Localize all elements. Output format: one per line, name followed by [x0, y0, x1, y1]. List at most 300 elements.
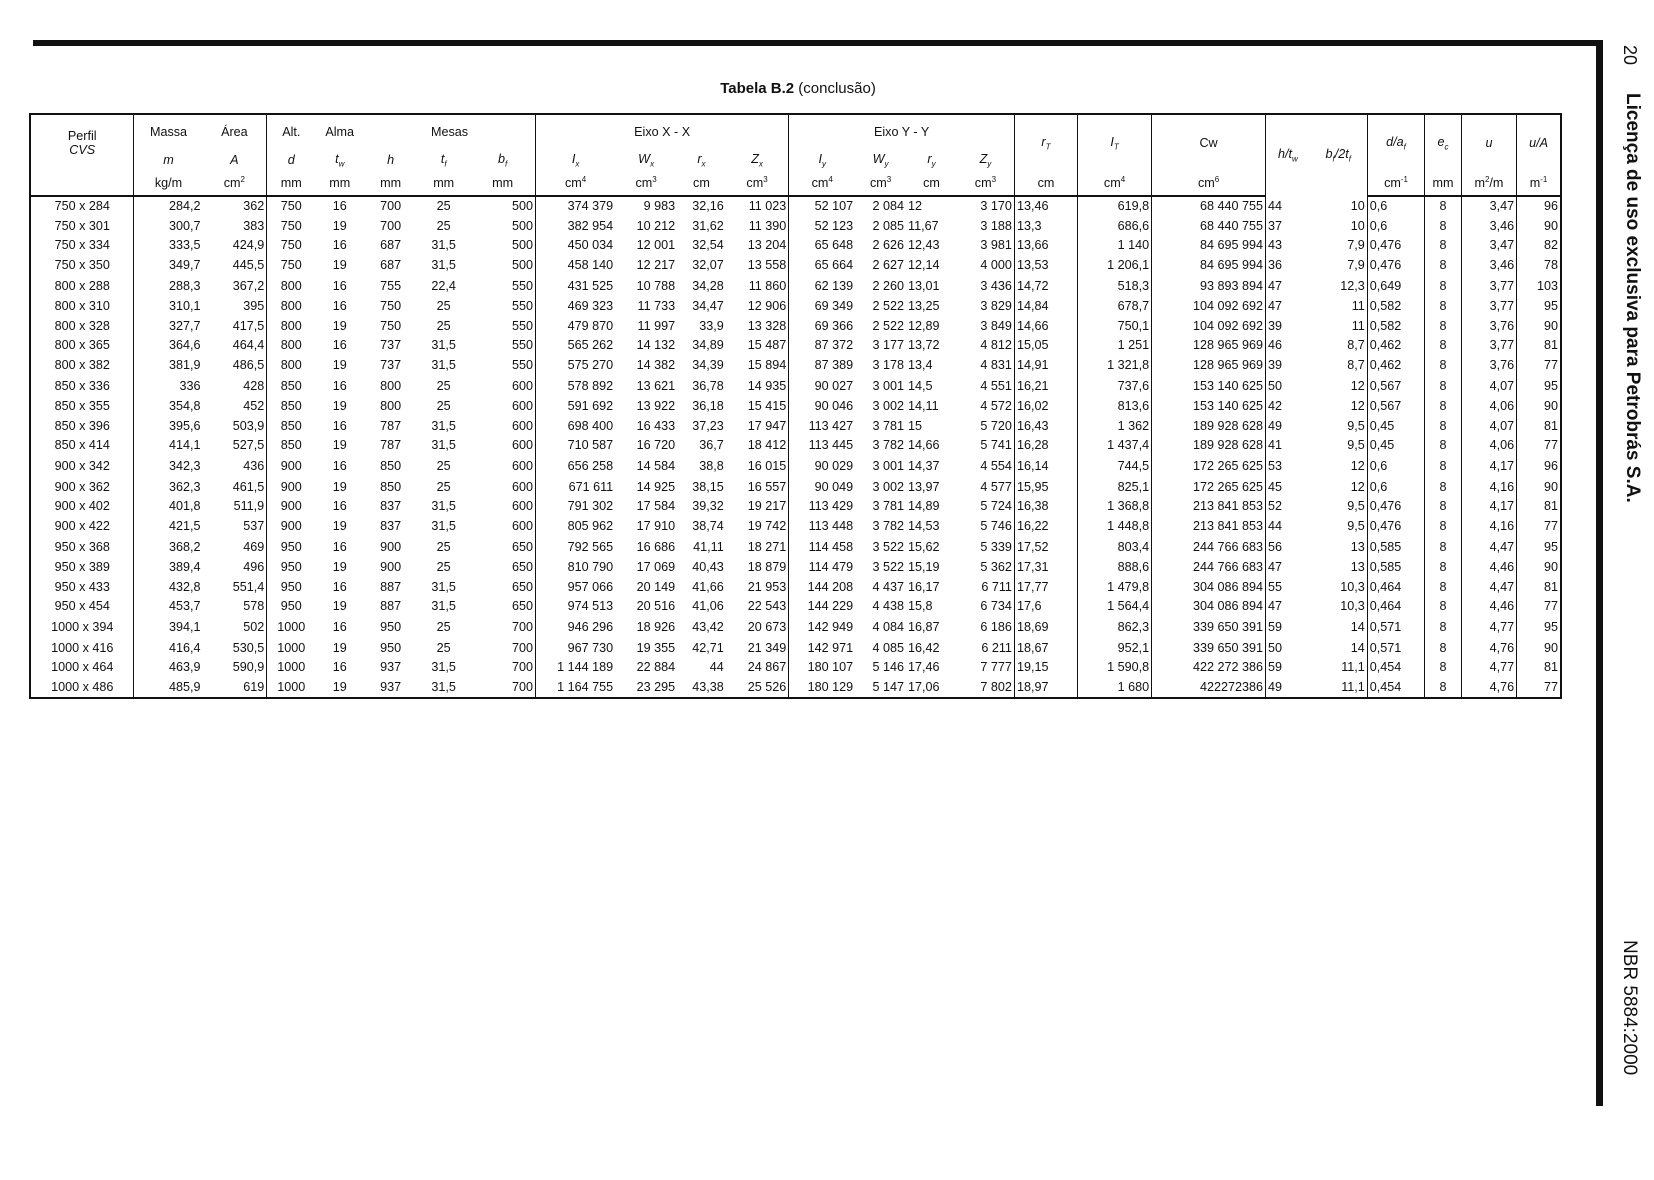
table-cell: 82 [1517, 236, 1561, 256]
table-cell: 2 522 [872, 318, 905, 333]
table-cell: 2 627 [872, 257, 905, 272]
table-cell: 575 270 [536, 356, 616, 376]
table-cell: 20 673 [747, 620, 787, 634]
table-cell: 81 [1517, 497, 1561, 517]
table-cell: 887 [380, 579, 402, 594]
row-profile: 750 x 334 [54, 238, 110, 253]
table-cell: 9,5 [1347, 518, 1365, 533]
table-cell: 13 [1350, 560, 1365, 575]
table-cell: 52 123 [789, 217, 855, 237]
table-cell: 90 049 [789, 478, 855, 498]
table-cell: 90 [1517, 478, 1561, 498]
hdr-unit-ry: cm [906, 171, 957, 196]
table-cell: 678,7 [1077, 297, 1151, 317]
table-cell: 450 034 [536, 236, 616, 256]
table-cell: 18 926 [636, 620, 676, 634]
table-cell: 114 458 [789, 536, 855, 558]
table-cell: 4,16 [1461, 478, 1516, 498]
table-cell: 16,17 [908, 579, 940, 594]
table-row [30, 356, 1561, 376]
table-cell: 12,14 [908, 257, 940, 272]
table-cell: 367,2 [232, 278, 265, 293]
table-cell: 591 692 [536, 397, 616, 417]
table-cell: 0,6 [1367, 217, 1425, 237]
table-cell: 698 400 [536, 417, 616, 437]
table-cell: 14 [1350, 620, 1365, 634]
table-cell: 17 947 [747, 418, 787, 433]
table-cell: 395,6 [134, 417, 203, 437]
table-cell: 16 [332, 620, 347, 634]
hdr-sym-tf: $t_f$ [440, 151, 447, 169]
table-cell: 14,37 [908, 459, 940, 473]
table-cell: 4,76 [1461, 639, 1516, 659]
table-cell: 750 [267, 236, 316, 256]
table-caption [33, 80, 1563, 97]
table-cell: 17,46 [908, 660, 940, 675]
table-cell: 3 781 [872, 418, 905, 433]
table-cell: 3 782 [872, 518, 905, 533]
table-cell: 15,19 [908, 560, 940, 575]
hdr-sym-zx: $Z_x$ [751, 151, 763, 169]
table-cell: 1 479,8 [1077, 578, 1151, 598]
table-cell: 113 427 [789, 417, 855, 437]
table-cell: 50 [1266, 639, 1310, 659]
table-cell: 19 [332, 399, 347, 414]
table-row [30, 336, 1561, 356]
table-cell: 1000 [267, 678, 316, 699]
table-cell: 619 [243, 679, 265, 694]
hdr-unit-zy: $cm^3$ [957, 171, 1015, 196]
hdr-massa: Massa [134, 114, 203, 149]
table-cell: 16,38 [1014, 497, 1077, 517]
row-profile: 800 x 288 [54, 278, 110, 293]
hdr-eixo-y: Eixo Y - Y [789, 114, 1015, 149]
table-cell: 1 144 189 [536, 658, 616, 678]
table-cell: 3 436 [980, 278, 1012, 293]
table-cell: 2 626 [872, 238, 905, 253]
table-cell: 3,76 [1461, 317, 1516, 337]
table-cell: 0,567 [1367, 375, 1425, 397]
table-cell: 13 621 [636, 378, 676, 393]
table-row [30, 375, 1561, 397]
table-cell: 25 [436, 399, 451, 414]
table-cell: 4 438 [872, 599, 905, 614]
table-cell: 11 [1351, 318, 1365, 333]
table-cell: 44 [709, 660, 724, 675]
table-cell: 41,11 [693, 539, 724, 554]
table-cell: 744,5 [1077, 456, 1151, 478]
table-row [30, 256, 1561, 276]
table-cell: 0,476 [1367, 497, 1425, 517]
table-cell: 4,06 [1461, 397, 1516, 417]
table-cell: 8 [1425, 196, 1462, 217]
table-cell: 19 [332, 679, 347, 694]
table-cell: 90 046 [789, 397, 855, 417]
hdr-unit-rt: cm [1014, 171, 1077, 196]
table-cell: 20 516 [636, 599, 676, 614]
table-cell: 31,5 [431, 238, 456, 253]
table-cell: 87 372 [789, 336, 855, 356]
table-cell: 600 [512, 518, 534, 533]
table-cell: 700 [380, 218, 402, 233]
table-cell: 600 [512, 499, 534, 514]
table-cell: 0,582 [1367, 317, 1425, 337]
table-cell: 950 [267, 578, 316, 598]
table-cell: 10,3 [1340, 599, 1365, 614]
table-cell: 4,47 [1461, 536, 1516, 558]
table-cell: 34,28 [692, 278, 724, 293]
table-cell: 424,9 [232, 238, 265, 253]
table-cell: 15 894 [747, 357, 787, 372]
table-cell: 19 [332, 479, 347, 494]
table-cell: 10 [1350, 218, 1365, 233]
table-cell: 3 782 [872, 438, 905, 453]
table-cell: 78 [1517, 256, 1561, 276]
table-cell: 44 [1266, 517, 1310, 537]
table-cell: 5 362 [980, 560, 1012, 575]
table-row [30, 658, 1561, 678]
row-profile: 900 x 402 [54, 499, 110, 514]
table-cell: 25 [436, 378, 451, 393]
table-cell: 590,9 [232, 660, 265, 675]
table-cell: 485,9 [134, 678, 203, 699]
table-cell: 0,6 [1367, 196, 1425, 217]
table-cell: 810 790 [536, 558, 616, 578]
table-cell: 937 [380, 679, 402, 694]
table-cell: 172 265 625 [1152, 478, 1266, 498]
table-cell: 90 [1517, 217, 1561, 237]
table-cell: 3 002 [872, 399, 905, 414]
table-cell: 36 [1266, 256, 1310, 276]
table-cell: 37,23 [692, 418, 724, 433]
table-cell: 18,97 [1014, 678, 1077, 699]
table-cell: 8 [1425, 397, 1462, 417]
table-cell: 1000 [267, 639, 316, 659]
table-cell: 3,47 [1461, 196, 1516, 217]
table-cell: 47 [1266, 597, 1310, 617]
table-cell: 502 [243, 620, 265, 634]
table-cell: 19 [332, 257, 347, 272]
table-cell: 700 [512, 660, 534, 675]
table-cell: 90 [1517, 558, 1561, 578]
table-cell: 14 382 [636, 357, 676, 372]
table-cell: 17,77 [1014, 578, 1077, 598]
table-cell: 3 001 [872, 459, 905, 473]
table-row [30, 217, 1561, 237]
table-cell: 96 [1517, 456, 1561, 478]
table-cell: 11 390 [748, 218, 787, 233]
table-cell: 1 368,8 [1077, 497, 1151, 517]
table-row [30, 678, 1561, 699]
table-cell: 0,462 [1367, 336, 1425, 356]
table-cell: 31,5 [431, 499, 456, 514]
table-cell: 469 [243, 539, 265, 554]
table-cell: 43,38 [692, 679, 724, 694]
table-cell: 46 [1266, 336, 1310, 356]
table-cell: 14 584 [636, 459, 676, 473]
table-cell: 342,3 [134, 456, 203, 478]
table-cell: 41,66 [692, 579, 724, 594]
table-cell: 49 [1266, 678, 1310, 699]
table-cell: 6 734 [980, 599, 1012, 614]
table-cell: 77 [1517, 436, 1561, 456]
table-cell: 36,78 [692, 378, 724, 393]
table-cell: 5 146 [872, 660, 905, 675]
table-cell: 5 746 [980, 518, 1012, 533]
table-cell: 8 [1425, 678, 1462, 699]
table-cell: 4 000 [980, 257, 1012, 272]
table-cell: 13,01 [908, 278, 940, 293]
table-cell: 19 [332, 560, 347, 575]
table-cell: 8 [1425, 617, 1462, 639]
table-cell: 14,53 [908, 518, 940, 533]
table-cell: 113 445 [789, 436, 855, 456]
table-cell: 31,5 [431, 438, 456, 453]
table-cell: 3,77 [1461, 275, 1516, 297]
row-profile: 800 x 382 [54, 357, 110, 372]
table-cell: 19 [332, 640, 347, 655]
table-cell: 1 164 755 [536, 678, 616, 699]
table-cell: 25 [436, 299, 451, 314]
table-cell: 686,6 [1077, 217, 1151, 237]
side-rule [1596, 40, 1603, 1106]
table-cell: 17,31 [1014, 558, 1077, 578]
hdr-unit-mm-d: mm [267, 171, 316, 196]
table-cell: 650 [512, 539, 534, 554]
table-cell: 946 296 [536, 617, 616, 639]
table-cell: 469 323 [536, 297, 616, 317]
table-cell: 45 [1266, 478, 1310, 498]
hdr-unit-ua: $m^{-1}$ [1517, 171, 1561, 196]
table-cell: 787 [380, 438, 402, 453]
table-cell: 18 271 [747, 539, 787, 554]
table-cell: 750 [380, 299, 402, 314]
table-cell: 619,8 [1077, 196, 1151, 217]
table-cell: 31,5 [431, 357, 456, 372]
table-cell: 7,9 [1347, 257, 1365, 272]
table-cell: 368,2 [134, 536, 203, 558]
table-cell: 813,6 [1077, 397, 1151, 417]
table-cell: 8 [1425, 456, 1462, 478]
table-cell: 69 366 [789, 317, 855, 337]
table-cell: 34,47 [692, 299, 724, 314]
hdr-alma: Alma [325, 125, 355, 139]
table-cell: 382 954 [536, 217, 616, 237]
row-profile: 1000 x 416 [51, 640, 114, 655]
table-cell: 850 [380, 459, 402, 473]
table-cell: 25 [436, 620, 451, 634]
hdr-sym-h: h [387, 153, 395, 167]
table-cell: 95 [1517, 375, 1561, 397]
table-row [30, 436, 1561, 456]
row-profile: 950 x 433 [54, 579, 110, 594]
table-cell: 0,45 [1367, 436, 1425, 456]
table-cell: 2 260 [872, 278, 905, 293]
table-cell: 13,72 [908, 338, 940, 353]
table-cell: 8 [1425, 297, 1462, 317]
table-cell: 3,77 [1461, 336, 1516, 356]
table-cell: 10,3 [1340, 579, 1365, 594]
hdr-unit-zx: $cm^3$ [726, 171, 789, 196]
table-cell: 4,46 [1461, 558, 1516, 578]
table-cell: 957 066 [536, 578, 616, 598]
table-cell: 650 [512, 599, 534, 614]
table-cell: 8 [1425, 558, 1462, 578]
table-cell: 16,21 [1014, 375, 1077, 397]
table-cell: 837 [380, 518, 402, 533]
table-cell: 39,32 [692, 499, 724, 514]
table-cell: 3,77 [1461, 297, 1516, 317]
table-cell: 0,582 [1367, 297, 1425, 317]
table-cell: 461,5 [232, 479, 265, 494]
hdr-sym-tw: $t_w$ [335, 151, 345, 169]
table-cell: 8 [1425, 578, 1462, 598]
table-body [30, 196, 1561, 698]
table-cell: 81 [1517, 578, 1561, 598]
table-cell: 16 720 [636, 438, 676, 453]
table-cell: 0,45 [1367, 417, 1425, 437]
table-cell: 432,8 [134, 578, 203, 598]
table-cell: 0,567 [1367, 397, 1425, 417]
table-cell: 900 [267, 478, 316, 498]
table-cell: 3,76 [1461, 356, 1516, 376]
row-profile: 800 x 328 [54, 318, 110, 333]
table-cell: 31,62 [692, 218, 724, 233]
table-cell: 4,76 [1461, 678, 1516, 699]
table-cell: 4 084 [872, 620, 905, 634]
table-cell: 8 [1425, 597, 1462, 617]
hdr-unit-iy: $cm^4$ [789, 171, 855, 196]
table-cell: 383 [243, 218, 265, 233]
table-header [30, 114, 1561, 196]
table-cell: 95 [1517, 617, 1561, 639]
table-cell: 950 [267, 558, 316, 578]
table-cell: 445,5 [232, 257, 265, 272]
table-cell: 19 217 [747, 499, 787, 514]
table-cell: 25 [436, 199, 451, 214]
table-cell: 31,5 [431, 418, 456, 433]
table-cell: 530,5 [232, 640, 265, 655]
table-cell: 550 [512, 318, 534, 333]
row-profile: 750 x 350 [54, 257, 110, 272]
table-cell: 113 429 [789, 497, 855, 517]
table-cell: 19 [332, 518, 347, 533]
table-cell: 791 302 [536, 497, 616, 517]
table-cell: 0,585 [1367, 558, 1425, 578]
table-cell: 8 [1425, 658, 1462, 678]
table-cell: 551,4 [232, 579, 265, 594]
table-row [30, 236, 1561, 256]
table-cell: 36,18 [692, 399, 724, 414]
table-cell: 850 [267, 397, 316, 417]
table-cell: 34,39 [692, 357, 724, 372]
hdr-it: $I_T$ [1077, 114, 1151, 171]
table-cell: 453,7 [134, 597, 203, 617]
table-cell: 15 487 [747, 338, 787, 353]
table-cell: 0,454 [1367, 658, 1425, 678]
table-cell: 11 860 [748, 278, 787, 293]
table-cell: 14 [1350, 640, 1365, 655]
table-cell: 4 572 [980, 399, 1012, 414]
table-cell: 458 140 [536, 256, 616, 276]
table-cell: 0,454 [1367, 678, 1425, 699]
hdr-area: Área [221, 125, 248, 139]
table-cell: 40,43 [692, 560, 724, 575]
table-cell: 0,585 [1367, 536, 1425, 558]
table-cell: 81 [1517, 336, 1561, 356]
table-cell: 3,46 [1461, 217, 1516, 237]
page-number: 20 [1620, 45, 1640, 66]
table-cell: 12 [1350, 459, 1365, 473]
table-cell: 14,66 [1014, 317, 1077, 337]
table-cell: 837 [380, 499, 402, 514]
table-cell: 4 831 [980, 357, 1012, 372]
table-cell: 700 [512, 679, 534, 694]
hdr-unit-mm-bf: mm [470, 171, 535, 196]
table-cell: 4,07 [1461, 375, 1516, 397]
table-cell: 16,87 [908, 620, 940, 634]
table-cell: 503,9 [232, 418, 265, 433]
table-cell: 32,07 [692, 257, 724, 272]
top-rule [33, 40, 1602, 46]
table-cell: 7 777 [980, 660, 1012, 675]
hdr-unit-it: $cm^4$ [1077, 171, 1151, 196]
table-row [30, 517, 1561, 537]
table-cell: 4 577 [980, 479, 1012, 494]
table-cell: 13 204 [747, 238, 787, 253]
table-cell: 486,5 [232, 357, 265, 372]
table-cell: 803,4 [1077, 536, 1151, 558]
hdr-mesas: Mesas [430, 125, 469, 139]
table-cell: 900 [267, 497, 316, 517]
table-cell: 81 [1517, 417, 1561, 437]
table-cell: 12 217 [636, 257, 676, 272]
table-cell: 90 029 [789, 456, 855, 478]
table-cell: 3 188 [980, 218, 1012, 233]
table-cell: 452 [243, 399, 265, 414]
table-cell: 671 611 [536, 478, 616, 498]
hdr-unit-mm-tw: mm [315, 171, 364, 196]
table-cell: 850 [380, 479, 402, 494]
table-cell: 0,476 [1367, 236, 1425, 256]
table-cell: 4,77 [1461, 658, 1516, 678]
table-cell: 16 [332, 278, 347, 293]
table-cell: 6 711 [981, 579, 1012, 594]
hdr-rt: $r_T$ [1014, 114, 1077, 171]
table-row [30, 317, 1561, 337]
table-cell: 12 [1350, 479, 1365, 494]
table-cell: 422272386 [1152, 678, 1266, 699]
table-cell: 16 557 [747, 479, 787, 494]
table-cell: 974 513 [536, 597, 616, 617]
table-cell: 792 565 [536, 536, 616, 558]
table-cell: 463,9 [134, 658, 203, 678]
table-cell: 8 [1425, 275, 1462, 297]
table-cell: 464,4 [232, 338, 265, 353]
hdr-unit-blank [30, 171, 134, 196]
row-profile: 900 x 422 [54, 518, 110, 533]
table-cell: 436 [243, 459, 265, 473]
table-row [30, 297, 1561, 317]
table-cell: 0,462 [1367, 356, 1425, 376]
table-cell: 755 [380, 278, 402, 293]
table-cell: 850 [267, 417, 316, 437]
table-cell: 56 [1266, 536, 1310, 558]
table-cell: 8 [1425, 417, 1462, 437]
table-cell: 4 085 [872, 640, 905, 655]
table-cell: 12,3 [1340, 278, 1365, 293]
hdr-unit-wx: $cm^3$ [615, 171, 677, 196]
